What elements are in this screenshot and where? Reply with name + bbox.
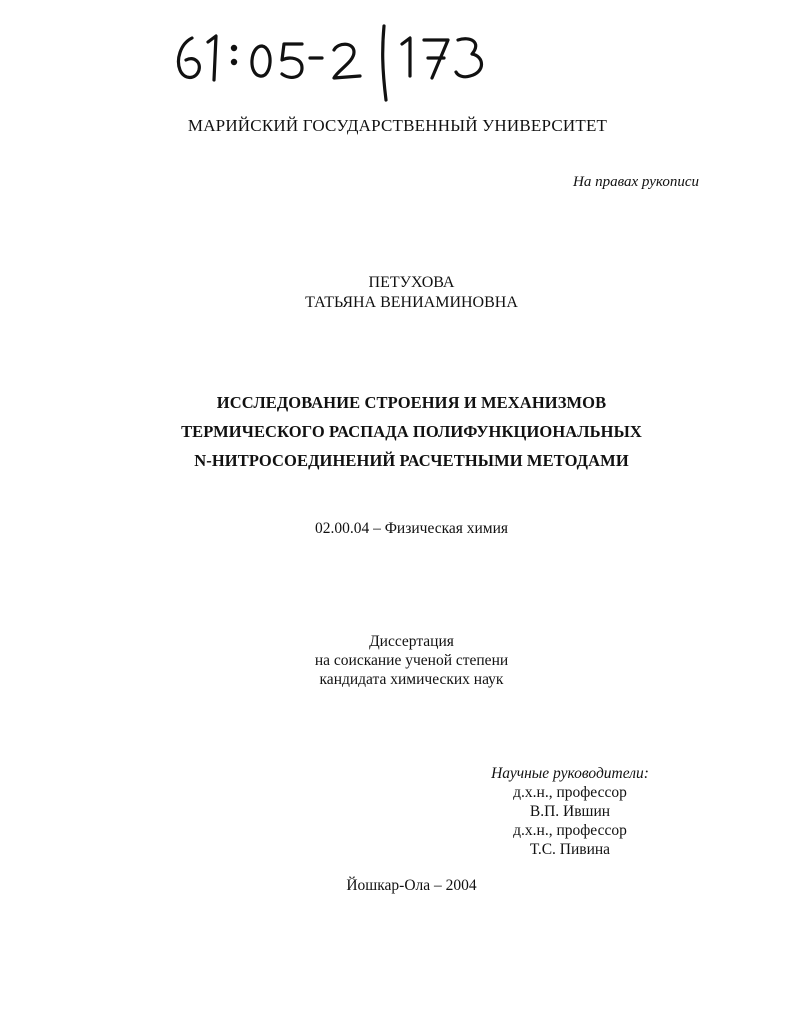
supervisor-line: д.х.н., профессор xyxy=(513,822,627,839)
supervisors-block xyxy=(470,764,670,859)
supervisor-line: д.х.н., профессор xyxy=(513,784,627,801)
degree-line: кандидата химических наук xyxy=(319,671,504,688)
degree-line: Диссертация xyxy=(369,633,454,650)
university-name: МАРИЙСКИЙ ГОСУДАРСТВЕННЫЙ УНИВЕРСИТЕТ xyxy=(187,116,608,135)
supervisor-line: В.П. Ившин xyxy=(529,803,611,820)
handwritten-archive-mark xyxy=(170,18,510,110)
specialty-code: 02.00.04 – Физическая химия xyxy=(314,520,509,537)
city-year: Йошкар-Ола – 2004 xyxy=(346,877,477,894)
thesis-title-line: ТЕРМИЧЕСКОГО РАСПАДА ПОЛИФУНКЦИОНАЛЬНЫХ xyxy=(181,422,642,441)
thesis-title-line: ИССЛЕДОВАНИЕ СТРОЕНИЯ И МЕХАНИЗМОВ xyxy=(216,393,607,412)
thesis-title-line: N-НИТРОСОЕДИНЕНИЙ РАСЧЕТНЫМИ МЕТОДАМИ xyxy=(194,451,629,470)
supervisors-heading: Научные руководители: xyxy=(491,765,649,782)
degree-line: на соискание ученой степени xyxy=(314,652,509,669)
supervisor-line: Т.С. Пивина xyxy=(529,841,611,858)
author-surname: ПЕТУХОВА xyxy=(368,274,455,291)
author-given-names: ТАТЬЯНА ВЕНИАМИНОВНА xyxy=(305,294,518,311)
rights-note: На правах рукописи xyxy=(573,174,699,190)
